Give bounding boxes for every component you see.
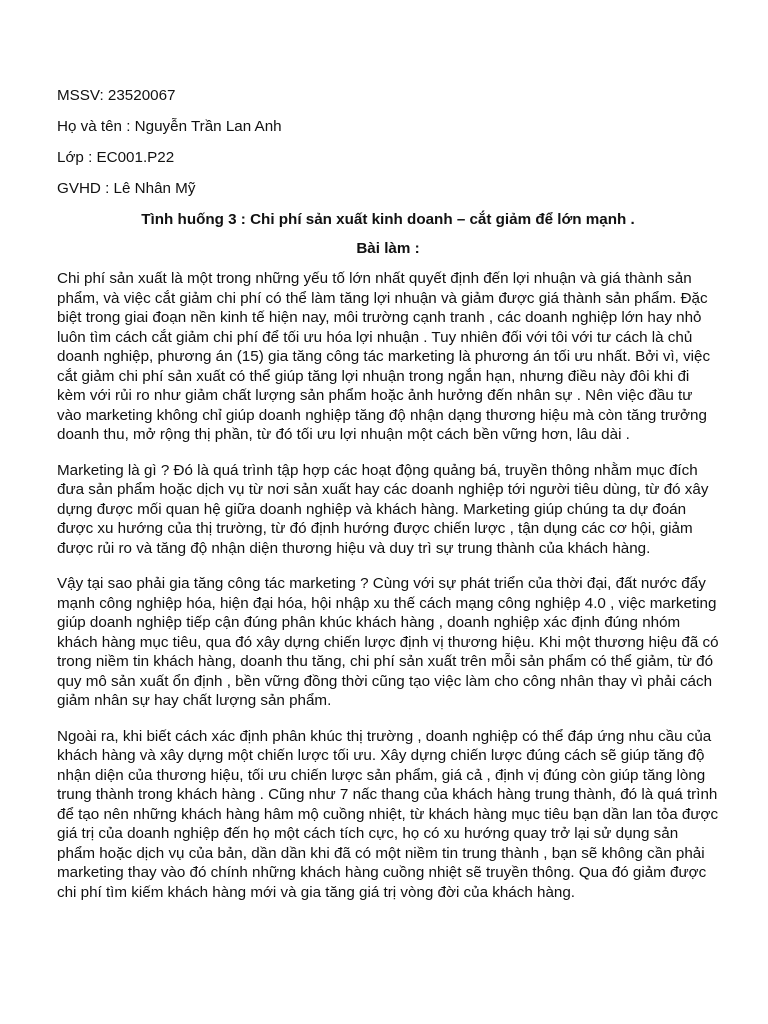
paragraph-segmentation: Ngoài ra, khi biết cách xác định phân khúc thị trường , doanh nghiệp có thể đáp ứng nhu cầu của khách hàng và xây dựng một chiến lược tối ưu. Xây dựng chiến lược đúng cách sẽ giúp tăng độ nhận diện của thương hiệu, tối ưu chiến lược sản phẩm, giá cả , định vị đúng còn giúp tăng lòng trung thành trong khách hàng . Cũng như 7 nấc thang của khách hàng trung thành, đó là quá trình để tạo nên những khách hàng hâm mộ cuồng nhiệt, từ khách hàng mục tiêu bạn dần lan tỏa được giá trị của doanh nghiệp đến họ một cách tích cực, họ có xu hướng quay trở lại sử dụng sản phẩm hoặc dịch vụ của bản, dần dần khi đã có một niềm tin trung thành , bạn sẽ không cần phải marketing thay vào đó chính những khách hàng cuồng nhiệt sẽ truyền thông. Qua đó giảm được chi phí tìm kiếm khách hàng mới và gia tăng giá trị vòng đời của khách hàng. xyxy=(57,727,719,901)
section-heading: Bài làm : xyxy=(356,240,420,257)
student-id: MSSV: 23520067 xyxy=(57,87,176,104)
case-title: Tình huống 3 : Chi phí sản xuất kinh doanh – cắt giảm để lớn mạnh . xyxy=(141,211,635,228)
paragraph-why-marketing: Vậy tại sao phải gia tăng công tác marketing ? Cùng với sự phát triển của thời đại, đất nước đẩy mạnh công nghiệp hóa, hiện đại hóa, hội nhập xu thế cách mạng công nghiệp 4.0 , việc marketing giúp doanh nghiệp tiếp cận đúng phân khúc khách hàng , doanh nghiệp xác định đúng nhóm khách hàng mục tiêu, qua đó xây dựng chiến lược định vị thương hiệu. Khi một thương hiệu đã có trong niềm tin khách hàng, doanh thu tăng, chi phí sản xuất trên mỗi sản phẩm có thể giảm, từ đó quy mô sản xuất ổn định , bền vững đồng thời cũng tạo việc làm cho công nhân thay vì phải cách giảm nhân sự hay chất lượng sản phẩm. xyxy=(57,575,719,709)
paragraph-intro: Chi phí sản xuất là một trong những yếu tố lớn nhất quyết định đến lợi nhuận và giá thành sản phẩm, và việc cắt giảm chi phí có thể làm tăng lợi nhuận và giảm được giá thành sản phẩm. Đặc biệt trong giai đoạn nền kinh tế hiện nay, môi trường cạnh tranh , các doanh nghiệp lớn hay nhỏ luôn tìm cách cắt giảm chi phí để tối ưu hóa lợi nhuận . Tuy nhiên đối với tôi với tư cách là chủ doanh nghiệp, phương án (15) gia tăng công tác marketing là phương án tối ưu nhất. Bởi vì, việc cắt giảm chi phí sản xuất có thể giúp tăng lợi nhuận trong ngắn hạn, nhưng điều này đôi khi đi kèm với rủi ro như giảm chất lượng sản phẩm hoặc ảnh hưởng đến nhân sự . Nên việc đầu tư vào marketing không chỉ giúp doanh nghiệp tăng độ nhận dạng thương hiệu mà còn tăng trưởng doanh thu, mở rộng thị phần, từ đó tối ưu lợi nhuận một cách bền vững hơn, lâu dài . xyxy=(57,270,711,443)
advisor: GVHD : Lê Nhân Mỹ xyxy=(57,180,196,197)
document-page xyxy=(57,86,719,918)
student-class: Lớp : EC001.P22 xyxy=(57,149,175,166)
student-name: Họ và tên : Nguyễn Trần Lan Anh xyxy=(57,118,282,135)
paragraph-marketing-definition: Marketing là gì ? Đó là quá trình tập hợp các hoạt động quảng bá, truyền thông nhằm mục đích đưa sản phẩm hoặc dịch vụ từ nơi sản xuất hay các doanh nghiệp tới người tiêu dùng, từ đó xây dựng được mối quan hệ giữa doanh nghiệp và khách hàng. Marketing giúp chúng ta dự đoán được xu hướng của thị trường, từ đó định hướng được chiến lược , tận dụng các cơ hội, giảm được rủi ro và tăng độ nhận diện thương hiệu và duy trì sự trung thành của khách hàng. xyxy=(57,461,709,557)
